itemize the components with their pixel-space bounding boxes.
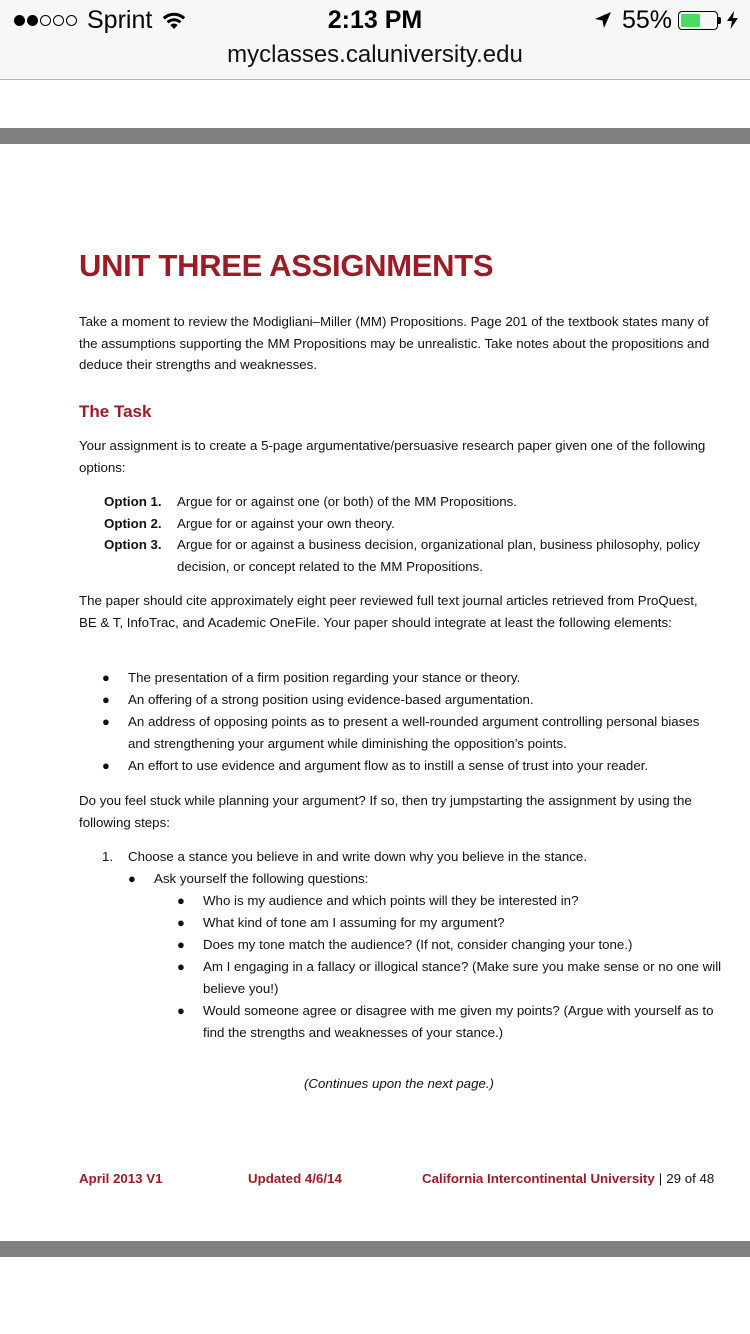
battery-percent: 55%	[621, 5, 672, 34]
bullet-icon: ●	[102, 692, 110, 707]
bullet-icon: ●	[128, 871, 136, 886]
bullet-icon: ●	[177, 893, 185, 908]
battery-level-fill	[681, 14, 700, 27]
clock: 2:13 PM	[327, 6, 423, 34]
option-label: Option 3.	[104, 537, 162, 552]
browser-top-bar	[0, 0, 750, 80]
list-item	[102, 667, 722, 689]
steps-list	[102, 846, 722, 1044]
options-list	[104, 491, 724, 577]
stuck-paragraph: Do you feel stuck while planning your argument? If so, then try jumpstarting the assignment by using the following steps:	[79, 793, 692, 830]
continues-note: (Continues upon the next page.)	[304, 1076, 494, 1091]
location-arrow-icon	[594, 11, 612, 29]
page-separator-top	[0, 128, 750, 144]
question-item	[177, 934, 722, 956]
bullet-icon: ●	[102, 758, 110, 773]
list-item-text: An address of opposing points as to present a well-rounded argument controlling personal biases and strengthening your argument while diminishing the opposition’s points.	[128, 714, 700, 751]
question-text: Does my tone match the audience? (If not, consider changing your tone.)	[203, 937, 633, 952]
carrier-name: Sprint	[87, 5, 153, 34]
bullet-icon: ●	[177, 1003, 185, 1018]
option-item	[104, 491, 724, 513]
list-item-text: An effort to use evidence and argument flow as to instill a sense of trust into your reader.	[128, 758, 649, 773]
option-text: Argue for or against one (or both) of the MM Propositions.	[177, 494, 517, 509]
url-address[interactable]: myclasses.caluniversity.edu	[227, 41, 523, 68]
bullet-icon: ●	[102, 714, 110, 729]
question-item	[177, 956, 722, 1000]
option-item	[104, 513, 724, 535]
task-paragraph: Your assignment is to create a 5-page argumentative/persuasive research paper given one of the following options:	[79, 438, 706, 475]
step-subitem-text: Ask yourself the following questions:	[154, 871, 369, 886]
footer-university-page	[422, 1171, 714, 1186]
bullet-icon: ●	[177, 915, 185, 930]
intro-paragraph: Take a moment to review the Modigliani–Miller (MM) Propositions. Page 201 of the textbook states many of the assumptions supporting the MM Propositions may be unrealistic. Take notes about the propositions and deduce their strengths and weaknesses.	[79, 314, 710, 372]
citation-paragraph: The paper should cite approximately eight peer reviewed full text journal articles retrieved from ProQuest, BE & T, InfoTrac, and Academic OneFile. Your paper should integrate at least the following elements:	[79, 593, 698, 630]
question-item	[177, 890, 722, 912]
list-item	[102, 755, 722, 777]
footer-separator: |	[658, 1171, 663, 1186]
task-heading: The Task	[79, 402, 152, 421]
page-number: 29 of 48	[666, 1171, 715, 1186]
question-item	[177, 912, 722, 934]
bolt-icon	[727, 11, 738, 29]
list-item	[102, 689, 722, 711]
step-number: 1.	[102, 849, 114, 864]
page-separator-bottom	[0, 1241, 750, 1257]
footer-university: California Intercontinental University	[422, 1171, 655, 1186]
option-text: Argue for or against your own theory.	[177, 515, 395, 531]
battery-icon	[678, 11, 718, 30]
list-item-text: An offering of a strong position using evidence-based argumentation.	[128, 692, 534, 707]
list-item	[102, 711, 722, 755]
question-text: Would someone agree or disagree with me given my points? (Argue with yourself as to find the strengths and weaknesses of your stance.)	[203, 1003, 714, 1040]
bullet-icon: ●	[177, 937, 185, 952]
option-label: Option 2.	[104, 515, 162, 531]
step-item	[102, 846, 722, 868]
status-right	[594, 5, 738, 35]
elements-list	[102, 667, 722, 777]
question-text: What kind of tone am I assuming for my argument?	[203, 915, 505, 930]
question-text: Who is my audience and which points will they be interested in?	[203, 893, 579, 908]
question-text: Am I engaging in a fallacy or illogical stance? (Make sure you make sense or no one will believe you!)	[203, 959, 722, 996]
step-text: Choose a stance you believe in and write down why you believe in the stance.	[128, 849, 588, 864]
step-subitem	[128, 868, 722, 890]
footer-updated: Updated 4/6/14	[248, 1171, 342, 1186]
option-item	[104, 534, 724, 577]
option-label: Option 1.	[104, 494, 162, 509]
battery-nub	[718, 17, 721, 24]
list-item-text: The presentation of a firm position regarding your stance or theory.	[128, 670, 521, 685]
bullet-icon: ●	[102, 670, 110, 685]
option-text: Argue for or against a business decision, organizational plan, business philosophy, policy decision, or concept related to the MM Propositions.	[177, 537, 701, 574]
bullet-icon: ●	[177, 959, 185, 974]
footer-version: April 2013 V1	[79, 1171, 163, 1186]
page-title: UNIT THREE ASSIGNMENTS	[79, 248, 494, 283]
question-item	[177, 1000, 722, 1044]
